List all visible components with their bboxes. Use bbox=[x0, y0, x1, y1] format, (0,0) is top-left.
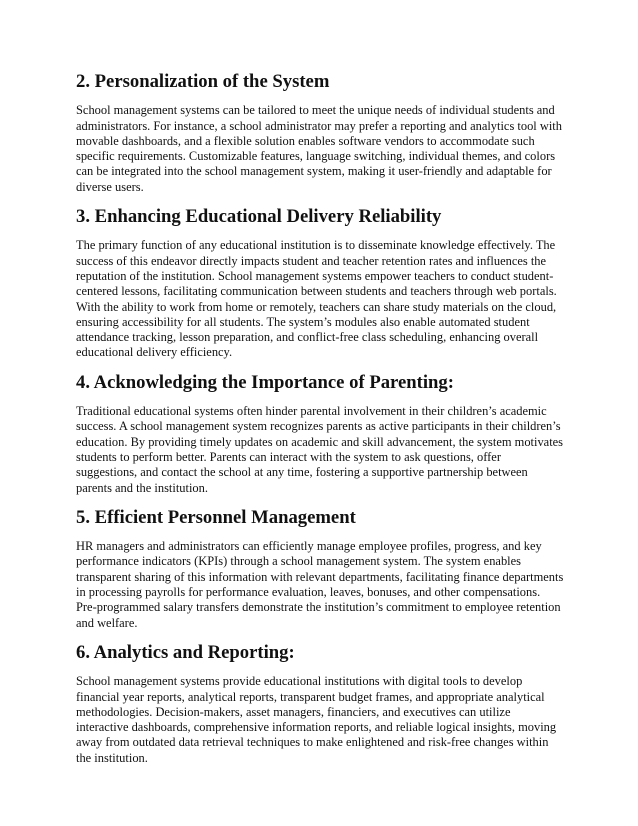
section-body-personalization: School management systems can be tailored to meet the unique needs of individual students and administrators. For instance, a school administrator may prefer a reporting and analytics tool with movable dashboards, and a flexible solution enables software vendors to accommodate such specific requirements. Customizable features, language switching, individual themes, and colors can be integrated into the school management system, making it user-friendly and adaptable for diverse users. bbox=[76, 103, 562, 194]
section-body-analytics-reporting: School management systems provide educational institutions with digital tools to develop financial year reports, analytical reports, transparent budget frames, and appropriate analytical methodologies. Decision-makers, asset managers, financiers, and executives can utilize interactive dashboards, comprehensive information reports, and reliable logical insights, moving away from outdated data retrieval techniques to make enlightened and risk-free changes within the institution. bbox=[76, 674, 557, 765]
section-body-parenting: Traditional educational systems often hinder parental involvement in their children’s academic success. A school management system recognizes parents as active participants in their children’s education. By providing timely updates on academic and skill advancement, the system motivates students to perform better. Parents can interact with the system to ask questions, offer suggestions, and contact the school at any time, fostering a supportive partnership between parents and the institution. bbox=[76, 404, 564, 495]
section-body-personnel-management: HR managers and administrators can efficiently manage employee profiles, progress, and key performance indicators (KPIs) through a school management system. The system enables transparent sharing of this information with relevant departments, facilitating finance departments in processing payrolls for performance evaluation, leaves, bonuses, and other compensations. Pre-programmed salary transfers demonstrate the institution’s commitment to employee retention and welfare. bbox=[76, 539, 564, 630]
section-heading-parenting: 4. Acknowledging the Importance of Parenting: bbox=[76, 371, 454, 393]
section-heading-analytics-reporting: 6. Analytics and Reporting: bbox=[76, 641, 295, 663]
section-heading-personalization: 2. Personalization of the System bbox=[76, 71, 330, 92]
section-heading-educational-delivery: 3. Enhancing Educational Delivery Reliability bbox=[76, 206, 442, 228]
section-body-educational-delivery: The primary function of any educational institution is to disseminate knowledge effectively. The success of this endeavor directly impacts student and teacher retention rates and influences the reputation of the institution. School management systems empower teachers to conduct student-centered lessons, facilitating communication between students and teachers through web portals. With the ability to work from home or remotely, teachers can share study materials on the cloud, ensuring accessibility for all students. The system’s modules also enable automated student attendance tracking, lesson preparation, and conflict-free class scheduling, enhancing overall educational delivery efficiency. bbox=[76, 238, 557, 360]
document-page bbox=[76, 71, 564, 766]
section-heading-personnel-management: 5. Efficient Personnel Management bbox=[76, 506, 356, 528]
